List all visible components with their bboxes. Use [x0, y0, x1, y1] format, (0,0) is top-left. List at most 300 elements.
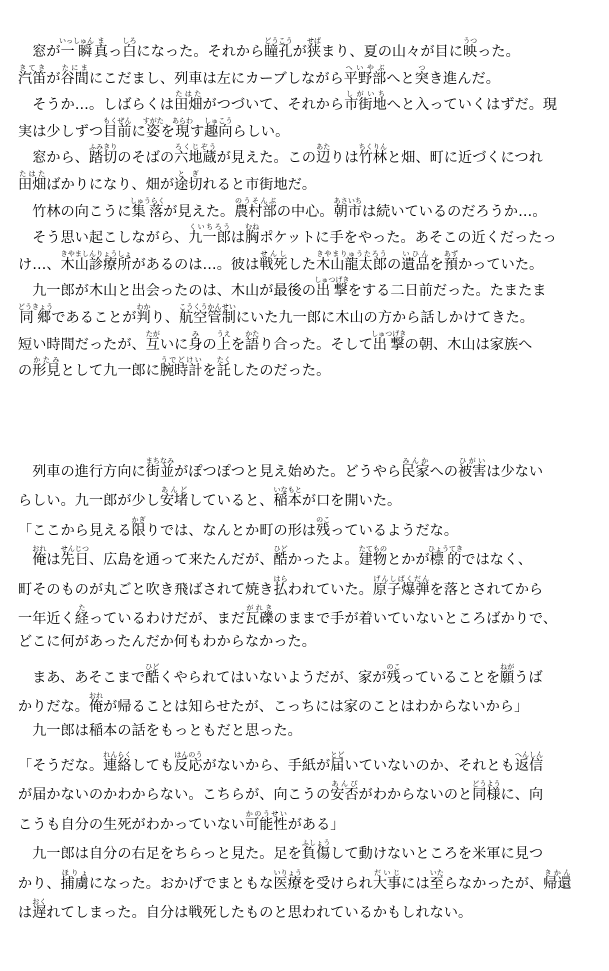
- text-line: [18, 604, 603, 628]
- ruby-base: 原子爆弾: [372, 581, 430, 598]
- ruby-base: 瞳孔: [264, 44, 293, 60]
- ruby-reading: どうこう: [264, 37, 293, 45]
- ruby-reading: こうくうかんせい: [179, 303, 236, 311]
- ruby-reading: せんし: [259, 249, 288, 258]
- ruby-word: [273, 545, 288, 569]
- text-run: が口を開いた。: [301, 493, 402, 510]
- text-run: [18, 552, 32, 568]
- ruby-reading: あず: [443, 249, 459, 258]
- ruby-base: 民家: [401, 464, 430, 480]
- text-line: [18, 722, 603, 740]
- ruby-base: 安堵: [159, 493, 189, 510]
- text-line: [18, 810, 603, 834]
- ruby-base: 趣向: [204, 123, 233, 140]
- text-run: の: [202, 336, 217, 353]
- ruby-word: [330, 780, 359, 804]
- ruby-reading: ひがい: [458, 457, 487, 465]
- text-run: そう思い起こしながら、: [18, 230, 189, 247]
- text-run: り、: [150, 310, 180, 326]
- text-line: [18, 303, 603, 327]
- ruby-word: [60, 868, 89, 892]
- text-run: を: [202, 363, 217, 380]
- ruby-word: [204, 116, 233, 140]
- ruby-base: 標的: [428, 552, 464, 569]
- ruby-word: [301, 839, 331, 863]
- ruby-base: 腕時計: [159, 363, 203, 380]
- ruby-reading: しろ: [122, 37, 137, 45]
- ruby-reading: ふみきり: [88, 143, 118, 152]
- ruby-base: 語: [245, 336, 260, 353]
- text-line: [18, 780, 603, 804]
- text-run: ポケットに手をやった。あそこの近くだったっ: [259, 230, 557, 247]
- ruby-word: [103, 116, 132, 140]
- ruby-word: [88, 143, 118, 167]
- ruby-reading: しゅこう: [204, 116, 233, 125]
- text-line: [18, 869, 603, 893]
- ruby-base: 汽笛: [18, 70, 47, 87]
- ruby-base: 被害: [458, 464, 487, 480]
- text-run: 九一郎は稲本の話をもっともだと思った。: [18, 722, 302, 739]
- ruby-word: [306, 37, 322, 60]
- ruby-base: 姿: [142, 123, 164, 140]
- text-run: かっていた。: [458, 256, 544, 273]
- ruby-reading: おく: [32, 898, 47, 906]
- ruby-base: 途切: [174, 177, 203, 193]
- text-run: れると市街地だ。: [202, 177, 317, 193]
- ruby-reading: きやまりゅうたろう: [316, 249, 388, 258]
- ruby-word: [245, 223, 260, 247]
- ruby-reading: うつ: [463, 37, 478, 45]
- ruby-word: [401, 249, 430, 273]
- ruby-word: [245, 604, 274, 627]
- ruby-reading: つ: [414, 63, 429, 72]
- ruby-reading: むね: [245, 223, 260, 232]
- ruby-base: 経: [74, 611, 89, 627]
- text-line: [18, 64, 603, 88]
- ruby-word: [74, 604, 89, 627]
- ruby-base: 集落: [129, 203, 165, 220]
- text-run: の: [387, 256, 402, 273]
- ruby-reading: きやましんりょうしょ: [60, 249, 132, 258]
- ruby-base: 木山診療所: [60, 256, 132, 273]
- text-run: まり、夏の山々が目に: [321, 44, 464, 60]
- ruby-base: 俺: [88, 699, 104, 716]
- ruby-reading: げんしばくだん: [372, 574, 430, 583]
- ruby-reading: ま: [93, 37, 109, 45]
- text-run: れてしまった。自分は戦死したものと思われているかもしれない。: [46, 905, 473, 921]
- ruby-base: 残: [386, 669, 401, 686]
- text-line: [18, 90, 603, 114]
- text-line: [18, 276, 603, 300]
- text-run: として九一郎に: [60, 363, 160, 380]
- ruby-word: [316, 515, 331, 539]
- text-run: を: [160, 123, 175, 140]
- ruby-base: 瓦礫: [245, 611, 274, 627]
- ruby-base: 出撃: [314, 283, 350, 300]
- ruby-reading: のうそんぶ: [234, 196, 277, 205]
- text-run: しても: [131, 758, 175, 774]
- ruby-reading: おれ: [32, 545, 47, 554]
- ruby-base: 互: [145, 336, 160, 353]
- ruby-reading: はんのう: [174, 751, 203, 759]
- ruby-word: [18, 303, 53, 326]
- ruby-base: 街並: [145, 464, 175, 480]
- ruby-reading: た: [74, 604, 89, 612]
- ruby-reading: ろくじぞう: [174, 143, 217, 152]
- ruby-word: [428, 545, 464, 569]
- text-run: を落とされてから: [429, 581, 544, 598]
- ruby-word: [543, 868, 572, 892]
- ruby-reading: たはた: [174, 90, 203, 99]
- ruby-word: [264, 37, 293, 60]
- text-run: が見えた。この: [216, 150, 317, 167]
- text-run: が届かないのかわからない。こちらが、向こうの: [18, 787, 331, 804]
- text-run: 町そのものが丸ごと吹き飛ばされて焼き: [18, 581, 274, 598]
- ruby-reading: のこ: [316, 515, 331, 524]
- ruby-word: [386, 662, 401, 686]
- text-run: の中心。: [276, 203, 334, 220]
- ruby-reading: まちなみ: [145, 457, 175, 465]
- text-run: ではなく、: [461, 552, 533, 569]
- ruby-base: 身: [188, 336, 203, 353]
- text-run: して動けないところを米軍に見つ: [330, 846, 544, 863]
- ruby-base: 残: [316, 522, 331, 539]
- text-run: 窓から、: [18, 150, 89, 167]
- text-line: [18, 143, 603, 167]
- ruby-base: 田畑: [18, 177, 47, 193]
- ruby-base: 反応: [174, 758, 203, 774]
- text-run: への: [429, 464, 459, 480]
- ruby-reading: ひど: [145, 662, 160, 671]
- ruby-reading: あた: [316, 143, 331, 152]
- text-run: のままで手が着いていないところばかりで、: [273, 611, 558, 627]
- ruby-base: 一瞬: [58, 44, 94, 60]
- ruby-word: [88, 692, 104, 716]
- ruby-word: [18, 170, 47, 193]
- ruby-word: [159, 356, 203, 380]
- ruby-word: [414, 63, 429, 87]
- text-run: は: [18, 905, 33, 921]
- text-run: したのだった。: [230, 363, 331, 380]
- text-run: うば: [514, 669, 543, 686]
- ruby-base: 遅: [32, 905, 47, 921]
- text-run: 九一郎が木山と出会ったのは、木山が最後の: [18, 283, 317, 300]
- ruby-base: 農村部: [234, 203, 277, 220]
- ruby-reading: あらわ: [171, 116, 193, 125]
- ruby-reading: たく: [216, 356, 231, 365]
- ruby-base: 形見: [32, 363, 61, 380]
- text-run: が帰ることは知らせたが、こっちには家のことはわからないから」: [103, 699, 529, 716]
- ruby-reading: ふしょう: [301, 839, 331, 848]
- text-run: になった。それから: [136, 44, 265, 60]
- ruby-reading: すがた: [142, 116, 164, 125]
- ruby-word: [234, 196, 277, 220]
- ruby-base: 航空管制: [179, 310, 236, 326]
- ruby-reading: みんか: [401, 457, 430, 465]
- ruby-reading: せば: [306, 37, 322, 45]
- ruby-reading: たはた: [18, 170, 47, 178]
- text-run: りは: [330, 150, 359, 167]
- text-run: であることが: [51, 310, 137, 326]
- ruby-base: 大事: [372, 875, 402, 892]
- ruby-word: [372, 868, 402, 892]
- text-run: に: [131, 123, 146, 140]
- ruby-reading: もくぜん: [103, 116, 132, 125]
- ruby-base: 酷: [145, 669, 160, 686]
- ruby-reading: とぎ: [174, 170, 203, 178]
- text-run: き進んだ。: [428, 70, 500, 87]
- ruby-base: 俺: [32, 552, 47, 569]
- ruby-word: [443, 249, 459, 273]
- text-line: [18, 250, 603, 274]
- ruby-base: 木山龍太郎: [316, 256, 388, 273]
- ruby-word: [145, 329, 160, 353]
- text-run: した: [287, 256, 317, 273]
- ruby-word: [316, 249, 388, 273]
- ruby-base: 同様: [472, 787, 501, 804]
- text-line: [18, 170, 603, 194]
- ruby-reading: くいちろう: [188, 223, 231, 232]
- ruby-base: 帰還: [543, 875, 572, 892]
- text-run: へと入っていくはずだ。現: [386, 97, 558, 114]
- text-run: は: [230, 230, 246, 247]
- ruby-word: [330, 751, 345, 774]
- text-line: [18, 751, 603, 775]
- text-run: 列車の進行方向に: [18, 464, 146, 480]
- text-run: かり、: [18, 875, 61, 892]
- ruby-reading: ひょうてき: [428, 545, 464, 554]
- ruby-word: [401, 457, 430, 480]
- text-run: があるのは…。彼は: [131, 256, 260, 273]
- ruby-reading: たてもの: [358, 545, 388, 554]
- text-run: になった。おかげでまともな: [88, 875, 274, 892]
- ruby-word: [171, 116, 193, 140]
- text-run: は続いているのだろうか…。: [362, 203, 547, 220]
- text-run: していると、: [188, 493, 274, 510]
- text-line: [18, 663, 603, 687]
- ruby-base: 酷: [273, 552, 288, 569]
- ruby-word: [463, 37, 478, 60]
- ruby-base: 胸: [245, 230, 260, 247]
- text-run: にいた九一郎に木山の方から話しかけてきた。: [235, 310, 534, 326]
- ruby-word: [136, 303, 151, 326]
- ruby-reading: み: [188, 329, 203, 338]
- ruby-base: 突: [414, 70, 429, 87]
- ruby-word: [216, 329, 231, 353]
- text-run: を受けられ: [301, 875, 373, 892]
- ruby-base: 辺: [316, 150, 331, 167]
- ruby-reading: きかん: [543, 868, 572, 877]
- text-line: [18, 457, 603, 481]
- ruby-word: [103, 751, 132, 774]
- text-run: す: [189, 123, 205, 140]
- ruby-reading: しがいち: [344, 90, 387, 99]
- ruby-reading: へいやぶ: [343, 63, 387, 72]
- text-run: が: [292, 44, 307, 60]
- text-run: をする二日前だった。たまたま: [347, 283, 547, 300]
- ruby-word: [314, 276, 350, 300]
- text-run: 実は少しずつ: [18, 123, 104, 140]
- text-run: は少ない: [486, 464, 544, 480]
- text-run: が見えた。: [163, 203, 235, 220]
- text-line: [18, 117, 603, 141]
- text-run: そうか…。しばらくは: [18, 97, 175, 114]
- ruby-word: [60, 545, 89, 569]
- ruby-base: 負傷: [301, 846, 331, 863]
- ruby-reading: あんど: [159, 486, 189, 495]
- ruby-base: 願: [500, 669, 515, 686]
- ruby-base: 届: [330, 758, 345, 774]
- ruby-word: [131, 515, 146, 539]
- text-line: [18, 575, 603, 599]
- text-run: 「ここから見える: [18, 522, 132, 539]
- ruby-word: [129, 196, 165, 220]
- text-run: っているわけだが、まだ: [88, 611, 246, 627]
- ruby-word: [245, 329, 260, 353]
- ruby-reading: ねが: [500, 662, 515, 671]
- ruby-word: [60, 249, 132, 273]
- ruby-base: 六地蔵: [174, 150, 217, 167]
- ruby-base: 託: [216, 363, 231, 380]
- ruby-reading: とど: [330, 751, 345, 759]
- ruby-base: 同郷: [18, 310, 53, 326]
- ruby-base: 限: [131, 522, 146, 539]
- ruby-reading: のこ: [386, 662, 401, 671]
- ruby-base: 竹林: [358, 150, 388, 167]
- text-run: 短い時間だったが、: [18, 336, 146, 353]
- text-run: くやられてはいないようだが、家が: [159, 669, 387, 686]
- text-run: にこだまし、列車は左にカーブしながら: [88, 70, 344, 87]
- ruby-word: [372, 574, 430, 598]
- ruby-word: [316, 143, 331, 167]
- ruby-reading: きてき: [18, 63, 47, 72]
- text-run: がないから、手紙が: [202, 758, 331, 774]
- text-run: っていることを: [400, 669, 501, 686]
- text-run: いに: [159, 336, 189, 353]
- ruby-base: 現: [171, 123, 193, 140]
- ruby-base: 朝市: [333, 203, 362, 220]
- ruby-base: 安否: [330, 787, 359, 804]
- ruby-reading: うえ: [216, 329, 231, 338]
- ruby-reading: いひん: [401, 249, 430, 258]
- ruby-reading: れんらく: [103, 751, 132, 759]
- text-run: 窓が: [18, 44, 61, 60]
- text-run: かったよ。: [287, 552, 359, 569]
- ruby-reading: がれき: [245, 604, 274, 612]
- ruby-word: [174, 143, 217, 167]
- ruby-word: [273, 868, 302, 892]
- text-run: っ: [108, 44, 123, 60]
- text-run: を: [429, 256, 444, 273]
- ruby-reading: せんじつ: [60, 545, 89, 554]
- ruby-base: 目前: [103, 123, 132, 140]
- ruby-word: [32, 898, 47, 921]
- ruby-word: [344, 90, 387, 114]
- text-run: かりだな。: [18, 699, 89, 716]
- ruby-word: [122, 37, 137, 60]
- text-line: [18, 197, 603, 221]
- ruby-word: [145, 457, 175, 480]
- ruby-base: 上: [216, 336, 231, 353]
- ruby-reading: しゅつげき: [371, 329, 407, 338]
- ruby-word: [174, 90, 203, 114]
- ruby-reading: あんぴ: [330, 780, 359, 789]
- text-line: [18, 692, 603, 716]
- ruby-reading: ちくりん: [358, 143, 388, 152]
- text-line: [18, 223, 603, 247]
- ruby-reading: いた: [429, 868, 444, 877]
- text-run: がぽつぽつと見え始めた。どうやら: [174, 464, 402, 480]
- ruby-word: [333, 196, 362, 220]
- text-run: の: [18, 363, 33, 380]
- ruby-word: [179, 303, 236, 326]
- text-run: の朝、木山は家族へ: [404, 336, 533, 353]
- ruby-reading: かたみ: [32, 356, 61, 365]
- ruby-word: [60, 63, 89, 87]
- text-run: らしい。: [232, 123, 290, 140]
- text-line: [18, 330, 603, 354]
- text-run: 、広島を通って来たんだが、: [89, 552, 274, 569]
- ruby-reading: しゅつげき: [314, 276, 350, 285]
- ruby-reading: うでどけい: [159, 356, 203, 365]
- text-run: のそばの: [117, 150, 175, 167]
- text-line: [18, 839, 603, 863]
- ruby-base: 建物: [358, 552, 388, 569]
- text-run: がある」: [287, 816, 345, 833]
- ruby-base: 真: [93, 44, 109, 60]
- ruby-reading: だいじ: [372, 868, 402, 877]
- ruby-word: [245, 809, 288, 833]
- ruby-base: 谷間: [60, 70, 89, 87]
- text-run: り合った。そして: [259, 336, 373, 353]
- text-run: らなかったが、: [443, 875, 544, 892]
- ruby-word: [93, 37, 109, 60]
- ruby-reading: かのうせい: [245, 809, 288, 818]
- ruby-word: [18, 63, 47, 87]
- ruby-base: 遺品: [401, 256, 430, 273]
- ruby-reading: いっしゅん: [58, 37, 94, 45]
- ruby-base: 平野部: [343, 70, 387, 87]
- text-line: [18, 633, 603, 651]
- ruby-reading: へんしん: [514, 751, 544, 759]
- text-run: らしい。九一郎が少し: [18, 493, 160, 510]
- ruby-reading: どうよう: [472, 780, 501, 789]
- ruby-reading: ひど: [273, 545, 288, 554]
- ruby-base: 白: [122, 44, 137, 60]
- ruby-word: [174, 170, 203, 193]
- ruby-base: 連絡: [103, 758, 132, 774]
- ruby-base: 九一郎: [188, 230, 231, 247]
- text-run: った。: [477, 44, 520, 60]
- text-run: まあ、あそこまで: [18, 669, 146, 686]
- ruby-base: 出撃: [371, 336, 407, 353]
- ruby-reading: おれ: [88, 692, 104, 701]
- text-line: [18, 898, 603, 922]
- text-run: 九一郎は自分の右足をちらっと見た。足を: [18, 846, 302, 863]
- text-line: [18, 356, 603, 380]
- ruby-reading: いりょう: [273, 868, 302, 877]
- ruby-reading: しゅうらく: [129, 196, 165, 205]
- ruby-base: 稲本: [273, 493, 302, 510]
- ruby-base: 映: [463, 44, 478, 60]
- ruby-reading: あさいち: [333, 196, 362, 205]
- ruby-reading: わか: [136, 303, 151, 311]
- ruby-word: [458, 457, 487, 480]
- text-run: は: [46, 552, 61, 569]
- ruby-reading: いなもと: [273, 486, 302, 495]
- ruby-reading: ほりょ: [60, 868, 89, 877]
- ruby-word: [142, 116, 164, 140]
